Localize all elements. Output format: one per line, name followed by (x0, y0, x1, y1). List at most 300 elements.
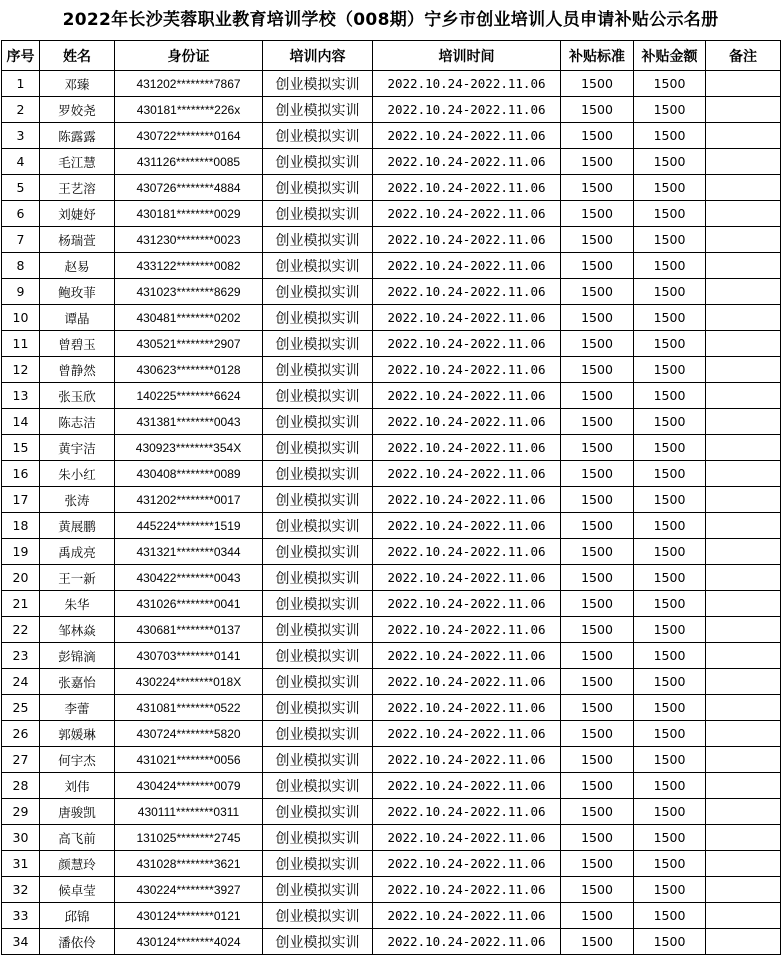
id-number: 430703********0141 (115, 643, 263, 669)
remarks (706, 409, 781, 435)
person-name: 罗姣尧 (40, 97, 115, 123)
row-index: 9 (2, 279, 40, 305)
person-name: 郭媛琳 (40, 721, 115, 747)
subsidy-amount: 1500 (634, 71, 706, 97)
row-index: 6 (2, 201, 40, 227)
subsidy-amount: 1500 (634, 279, 706, 305)
id-number: 431202********0017 (115, 487, 263, 513)
id-number: 131025********2745 (115, 825, 263, 851)
training-period: 2022.10.24-2022.11.06 (373, 461, 561, 487)
remarks (706, 279, 781, 305)
training-period: 2022.10.24-2022.11.06 (373, 409, 561, 435)
id-number: 430481********0202 (115, 305, 263, 331)
remarks (706, 97, 781, 123)
subsidy-amount: 1500 (634, 799, 706, 825)
table-row (2, 695, 781, 721)
subsidy-standard: 1500 (561, 175, 634, 201)
row-index: 23 (2, 643, 40, 669)
person-name: 黄展鹏 (40, 513, 115, 539)
remarks (706, 825, 781, 851)
subsidy-amount: 1500 (634, 357, 706, 383)
table-row (2, 487, 781, 513)
subsidy-standard: 1500 (561, 903, 634, 929)
person-name: 邱锦 (40, 903, 115, 929)
subsidy-standard: 1500 (561, 747, 634, 773)
remarks (706, 435, 781, 461)
row-index: 24 (2, 669, 40, 695)
remarks (706, 721, 781, 747)
table-row (2, 461, 781, 487)
subsidy-amount: 1500 (634, 227, 706, 253)
training-period: 2022.10.24-2022.11.06 (373, 591, 561, 617)
page-title: 2022年长沙芙蓉职业教育培训学校（008期）宁乡市创业培训人员申请补贴公示名册 (62, 10, 719, 30)
person-name: 曾静然 (40, 357, 115, 383)
table-row (2, 253, 781, 279)
subsidy-amount: 1500 (634, 409, 706, 435)
training-content: 创业模拟实训 (263, 253, 373, 279)
training-content: 创业模拟实训 (263, 799, 373, 825)
training-content: 创业模拟实训 (263, 539, 373, 565)
remarks (706, 565, 781, 591)
row-index: 18 (2, 513, 40, 539)
row-index: 3 (2, 123, 40, 149)
row-index: 26 (2, 721, 40, 747)
header-subsidy-standard: 补贴标准 (561, 41, 634, 71)
subsidy-standard: 1500 (561, 149, 634, 175)
id-number: 430726********4884 (115, 175, 263, 201)
subsidy-standard: 1500 (561, 721, 634, 747)
subsidy-standard: 1500 (561, 877, 634, 903)
training-period: 2022.10.24-2022.11.06 (373, 383, 561, 409)
remarks (706, 253, 781, 279)
table-row (2, 903, 781, 929)
row-index: 2 (2, 97, 40, 123)
row-index: 11 (2, 331, 40, 357)
subsidy-standard: 1500 (561, 851, 634, 877)
subsidy-amount: 1500 (634, 851, 706, 877)
id-number: 430408********0089 (115, 461, 263, 487)
subsidy-standard: 1500 (561, 799, 634, 825)
id-number: 430681********0137 (115, 617, 263, 643)
person-name: 候卓莹 (40, 877, 115, 903)
training-content: 创业模拟实训 (263, 487, 373, 513)
training-content: 创业模拟实训 (263, 851, 373, 877)
person-name: 刘婕妤 (40, 201, 115, 227)
training-period: 2022.10.24-2022.11.06 (373, 305, 561, 331)
id-number: 430722********0164 (115, 123, 263, 149)
subsidy-standard: 1500 (561, 71, 634, 97)
training-period: 2022.10.24-2022.11.06 (373, 201, 561, 227)
header-name: 姓名 (40, 41, 115, 71)
id-number: 445224********1519 (115, 513, 263, 539)
subsidy-standard: 1500 (561, 617, 634, 643)
row-index: 20 (2, 565, 40, 591)
row-index: 25 (2, 695, 40, 721)
remarks (706, 695, 781, 721)
training-period: 2022.10.24-2022.11.06 (373, 929, 561, 955)
training-period: 2022.10.24-2022.11.06 (373, 851, 561, 877)
training-content: 创业模拟实训 (263, 149, 373, 175)
header-id-number: 身份证 (115, 41, 263, 71)
remarks (706, 383, 781, 409)
subsidy-standard: 1500 (561, 669, 634, 695)
person-name: 杨瑞萱 (40, 227, 115, 253)
table-row (2, 409, 781, 435)
table-row (2, 123, 781, 149)
person-name: 刘伟 (40, 773, 115, 799)
subsidy-amount: 1500 (634, 773, 706, 799)
remarks (706, 851, 781, 877)
row-index: 15 (2, 435, 40, 461)
training-period: 2022.10.24-2022.11.06 (373, 435, 561, 461)
training-content: 创业模拟实训 (263, 97, 373, 123)
subsidy-standard: 1500 (561, 929, 634, 955)
person-name: 王一新 (40, 565, 115, 591)
table-row (2, 929, 781, 955)
row-index: 14 (2, 409, 40, 435)
person-name: 鲍玫菲 (40, 279, 115, 305)
id-number: 430224********018X (115, 669, 263, 695)
table-row (2, 357, 781, 383)
id-number: 431126********0085 (115, 149, 263, 175)
remarks (706, 123, 781, 149)
subsidy-amount: 1500 (634, 149, 706, 175)
row-index: 1 (2, 71, 40, 97)
person-name: 高飞前 (40, 825, 115, 851)
person-name: 陈露露 (40, 123, 115, 149)
id-number: 430181********0029 (115, 201, 263, 227)
person-name: 谭晶 (40, 305, 115, 331)
person-name: 毛江慧 (40, 149, 115, 175)
header-training-period: 培训时间 (373, 41, 561, 71)
table-row (2, 617, 781, 643)
training-content: 创业模拟实训 (263, 695, 373, 721)
header-training-content: 培训内容 (263, 41, 373, 71)
table-row (2, 851, 781, 877)
person-name: 黄宇洁 (40, 435, 115, 461)
row-index: 29 (2, 799, 40, 825)
training-content: 创业模拟实训 (263, 123, 373, 149)
subsidy-amount: 1500 (634, 565, 706, 591)
training-content: 创业模拟实训 (263, 435, 373, 461)
person-name: 张嘉怡 (40, 669, 115, 695)
header-index: 序号 (2, 41, 40, 71)
id-number: 431023********8629 (115, 279, 263, 305)
training-content: 创业模拟实训 (263, 721, 373, 747)
id-number: 431230********0023 (115, 227, 263, 253)
person-name: 彭锦滴 (40, 643, 115, 669)
remarks (706, 643, 781, 669)
subsidy-amount: 1500 (634, 721, 706, 747)
training-period: 2022.10.24-2022.11.06 (373, 773, 561, 799)
id-number: 431021********0056 (115, 747, 263, 773)
remarks (706, 539, 781, 565)
training-content: 创业模拟实训 (263, 305, 373, 331)
remarks (706, 513, 781, 539)
table-row (2, 669, 781, 695)
training-content: 创业模拟实训 (263, 227, 373, 253)
training-content: 创业模拟实训 (263, 669, 373, 695)
subsidy-standard: 1500 (561, 357, 634, 383)
subsidy-amount: 1500 (634, 435, 706, 461)
training-period: 2022.10.24-2022.11.06 (373, 903, 561, 929)
table-row (2, 331, 781, 357)
table-row (2, 97, 781, 123)
subsidy-amount: 1500 (634, 97, 706, 123)
training-content: 创业模拟实训 (263, 825, 373, 851)
training-period: 2022.10.24-2022.11.06 (373, 71, 561, 97)
table-row (2, 201, 781, 227)
remarks (706, 201, 781, 227)
header-remarks: 备注 (706, 41, 781, 71)
training-period: 2022.10.24-2022.11.06 (373, 331, 561, 357)
row-index: 19 (2, 539, 40, 565)
person-name: 潘依伶 (40, 929, 115, 955)
subsidy-standard: 1500 (561, 695, 634, 721)
training-period: 2022.10.24-2022.11.06 (373, 565, 561, 591)
subsidy-amount: 1500 (634, 175, 706, 201)
subsidy-amount: 1500 (634, 903, 706, 929)
training-period: 2022.10.24-2022.11.06 (373, 695, 561, 721)
table-row (2, 279, 781, 305)
id-number: 431381********0043 (115, 409, 263, 435)
table-row (2, 175, 781, 201)
subsidy-standard: 1500 (561, 331, 634, 357)
row-index: 16 (2, 461, 40, 487)
subsidy-standard: 1500 (561, 227, 634, 253)
row-index: 22 (2, 617, 40, 643)
row-index: 28 (2, 773, 40, 799)
id-number: 430623********0128 (115, 357, 263, 383)
subsidy-amount: 1500 (634, 487, 706, 513)
id-number: 431202********7867 (115, 71, 263, 97)
subsidy-standard: 1500 (561, 565, 634, 591)
row-index: 32 (2, 877, 40, 903)
training-period: 2022.10.24-2022.11.06 (373, 825, 561, 851)
id-number: 430111********0311 (115, 799, 263, 825)
training-period: 2022.10.24-2022.11.06 (373, 747, 561, 773)
remarks (706, 71, 781, 97)
subsidy-standard: 1500 (561, 123, 634, 149)
id-number: 431081********0522 (115, 695, 263, 721)
table-row (2, 513, 781, 539)
training-content: 创业模拟实训 (263, 591, 373, 617)
subsidy-amount: 1500 (634, 825, 706, 851)
subsidy-standard: 1500 (561, 305, 634, 331)
subsidy-table (1, 40, 781, 955)
id-number: 430521********2907 (115, 331, 263, 357)
training-content: 创业模拟实训 (263, 929, 373, 955)
training-content: 创业模拟实训 (263, 643, 373, 669)
training-period: 2022.10.24-2022.11.06 (373, 123, 561, 149)
training-period: 2022.10.24-2022.11.06 (373, 149, 561, 175)
subsidy-standard: 1500 (561, 643, 634, 669)
person-name: 朱小红 (40, 461, 115, 487)
person-name: 朱华 (40, 591, 115, 617)
id-number: 431321********0344 (115, 539, 263, 565)
subsidy-standard: 1500 (561, 539, 634, 565)
person-name: 唐骏凯 (40, 799, 115, 825)
remarks (706, 591, 781, 617)
subsidy-amount: 1500 (634, 201, 706, 227)
row-index: 13 (2, 383, 40, 409)
table-row (2, 877, 781, 903)
person-name: 赵易 (40, 253, 115, 279)
person-name: 邓臻 (40, 71, 115, 97)
subsidy-standard: 1500 (561, 487, 634, 513)
training-content: 创业模拟实训 (263, 357, 373, 383)
training-content: 创业模拟实训 (263, 877, 373, 903)
training-content: 创业模拟实训 (263, 409, 373, 435)
training-period: 2022.10.24-2022.11.06 (373, 227, 561, 253)
remarks (706, 305, 781, 331)
training-content: 创业模拟实训 (263, 175, 373, 201)
subsidy-amount: 1500 (634, 695, 706, 721)
row-index: 4 (2, 149, 40, 175)
remarks (706, 227, 781, 253)
id-number: 430724********5820 (115, 721, 263, 747)
subsidy-standard: 1500 (561, 383, 634, 409)
id-number: 430124********0121 (115, 903, 263, 929)
remarks (706, 799, 781, 825)
subsidy-amount: 1500 (634, 253, 706, 279)
subsidy-standard: 1500 (561, 201, 634, 227)
table-row (2, 773, 781, 799)
remarks (706, 175, 781, 201)
training-period: 2022.10.24-2022.11.06 (373, 669, 561, 695)
table-row (2, 71, 781, 97)
subsidy-amount: 1500 (634, 123, 706, 149)
subsidy-standard: 1500 (561, 591, 634, 617)
subsidy-amount: 1500 (634, 591, 706, 617)
person-name: 颜慧玲 (40, 851, 115, 877)
training-period: 2022.10.24-2022.11.06 (373, 97, 561, 123)
row-index: 7 (2, 227, 40, 253)
row-index: 5 (2, 175, 40, 201)
id-number: 430224********3927 (115, 877, 263, 903)
row-index: 34 (2, 929, 40, 955)
person-name: 禹成亮 (40, 539, 115, 565)
id-number: 430923********354X (115, 435, 263, 461)
training-content: 创业模拟实训 (263, 747, 373, 773)
training-content: 创业模拟实训 (263, 331, 373, 357)
training-period: 2022.10.24-2022.11.06 (373, 513, 561, 539)
subsidy-standard: 1500 (561, 253, 634, 279)
training-content: 创业模拟实训 (263, 461, 373, 487)
remarks (706, 877, 781, 903)
training-period: 2022.10.24-2022.11.06 (373, 721, 561, 747)
training-content: 创业模拟实训 (263, 903, 373, 929)
row-index: 27 (2, 747, 40, 773)
training-content: 创业模拟实训 (263, 565, 373, 591)
table-row (2, 383, 781, 409)
subsidy-amount: 1500 (634, 461, 706, 487)
training-period: 2022.10.24-2022.11.06 (373, 799, 561, 825)
row-index: 10 (2, 305, 40, 331)
subsidy-amount: 1500 (634, 513, 706, 539)
subsidy-amount: 1500 (634, 929, 706, 955)
remarks (706, 357, 781, 383)
training-content: 创业模拟实训 (263, 617, 373, 643)
row-index: 12 (2, 357, 40, 383)
remarks (706, 487, 781, 513)
subsidy-amount: 1500 (634, 747, 706, 773)
training-period: 2022.10.24-2022.11.06 (373, 617, 561, 643)
training-period: 2022.10.24-2022.11.06 (373, 877, 561, 903)
subsidy-standard: 1500 (561, 435, 634, 461)
row-index: 8 (2, 253, 40, 279)
id-number: 431026********0041 (115, 591, 263, 617)
subsidy-amount: 1500 (634, 331, 706, 357)
training-period: 2022.10.24-2022.11.06 (373, 539, 561, 565)
id-number: 430124********4024 (115, 929, 263, 955)
table-row (2, 149, 781, 175)
subsidy-standard: 1500 (561, 773, 634, 799)
person-name: 王艺溶 (40, 175, 115, 201)
person-name: 张玉欣 (40, 383, 115, 409)
person-name: 李蕾 (40, 695, 115, 721)
person-name: 曾碧玉 (40, 331, 115, 357)
subsidy-amount: 1500 (634, 643, 706, 669)
row-index: 21 (2, 591, 40, 617)
table-row (2, 435, 781, 461)
row-index: 33 (2, 903, 40, 929)
row-index: 31 (2, 851, 40, 877)
training-period: 2022.10.24-2022.11.06 (373, 279, 561, 305)
id-number: 431028********3621 (115, 851, 263, 877)
table-row (2, 591, 781, 617)
training-content: 创业模拟实训 (263, 201, 373, 227)
subsidy-standard: 1500 (561, 97, 634, 123)
training-period: 2022.10.24-2022.11.06 (373, 357, 561, 383)
remarks (706, 331, 781, 357)
subsidy-amount: 1500 (634, 617, 706, 643)
remarks (706, 903, 781, 929)
training-period: 2022.10.24-2022.11.06 (373, 643, 561, 669)
table-row (2, 565, 781, 591)
table-header-row (2, 41, 781, 71)
subsidy-amount: 1500 (634, 305, 706, 331)
training-content: 创业模拟实训 (263, 513, 373, 539)
id-number: 430422********0043 (115, 565, 263, 591)
person-name: 何宇杰 (40, 747, 115, 773)
remarks (706, 929, 781, 955)
row-index: 30 (2, 825, 40, 851)
remarks (706, 149, 781, 175)
subsidy-standard: 1500 (561, 409, 634, 435)
training-period: 2022.10.24-2022.11.06 (373, 253, 561, 279)
subsidy-standard: 1500 (561, 279, 634, 305)
table-row (2, 539, 781, 565)
id-number: 430424********0079 (115, 773, 263, 799)
id-number: 140225********6624 (115, 383, 263, 409)
table-row (2, 305, 781, 331)
table-row (2, 747, 781, 773)
person-name: 陈志洁 (40, 409, 115, 435)
training-content: 创业模拟实训 (263, 279, 373, 305)
remarks (706, 669, 781, 695)
training-period: 2022.10.24-2022.11.06 (373, 487, 561, 513)
subsidy-amount: 1500 (634, 877, 706, 903)
subsidy-standard: 1500 (561, 513, 634, 539)
subsidy-amount: 1500 (634, 539, 706, 565)
training-content: 创业模拟实训 (263, 71, 373, 97)
id-number: 433122********0082 (115, 253, 263, 279)
subsidy-amount: 1500 (634, 383, 706, 409)
remarks (706, 461, 781, 487)
training-content: 创业模拟实训 (263, 383, 373, 409)
person-name: 邹林焱 (40, 617, 115, 643)
